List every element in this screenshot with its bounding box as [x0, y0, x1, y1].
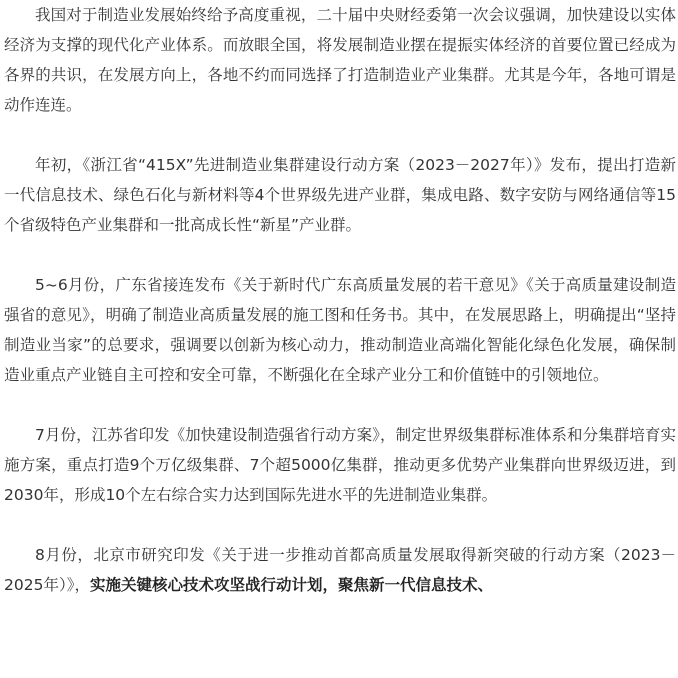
- paragraph-spacer: [4, 240, 676, 270]
- paragraph-spacer: [4, 390, 676, 420]
- paragraph-spacer: [4, 510, 676, 540]
- paragraph-intro: 我国对于制造业发展始终给予高度重视，二十届中央财经委第一次会议强调，加快建设以实体经济为支撑的现代化产业体系。而放眼全国，将发展制造业摆在提振实体经济的首要位置已经成为各界的共识，在发展方向上，各地不约而同选择了打造制造业产业集群。尤其是今年，各地可谓是动作连连。: [4, 6, 676, 114]
- paragraph-jiangsu: 7月份，江苏省印发《加快建设制造强省行动方案》，制定世界级集群标准体系和分集群培育实施方案，重点打造9个万亿级集群、7个超5000亿集群，推动更多优势产业集群向世界级迈进，到2030年，形成10个左右综合实力达到国际先进水平的先进制造业集群。: [4, 426, 676, 504]
- paragraph-guangdong: 5~6月份，广东省接连发布《关于新时代广东高质量发展的若干意见》《关于高质量建设制造强省的意见》，明确了制造业高质量发展的施工图和任务书。其中，在发展思路上，明确提出“坚持制造业当家”的总要求，强调要以创新为核心动力，推动制造业高端化智能化绿色化发展，确保制造业重点产业链自主可控和安全可靠，不断强化在全球产业分工和价值链中的引领地位。: [4, 276, 676, 384]
- paragraph-beijing-emphasis: 实施关键核心技术攻坚战行动计划，聚焦新一代信息技术、: [89, 576, 493, 594]
- paragraph-zhejiang: 年初，《浙江省“415X”先进制造业集群建设行动方案（2023－2027年）》发布，提出打造新一代信息技术、绿色石化与新材料等4个世界级先进产业群，集成电路、数字安防与网络通信等15个省级特色产业集群和一批高成长性“新星”产业群。: [4, 156, 676, 234]
- article-body: [4, 0, 676, 600]
- paragraph-beijing-text: 8月份，北京市研究印发《关于进一步推动首都高质量发展取得新突破的行动方案（2023－2025年）》，: [4, 546, 676, 594]
- paragraph-beijing: [4, 540, 676, 600]
- paragraph-spacer: [4, 120, 676, 150]
